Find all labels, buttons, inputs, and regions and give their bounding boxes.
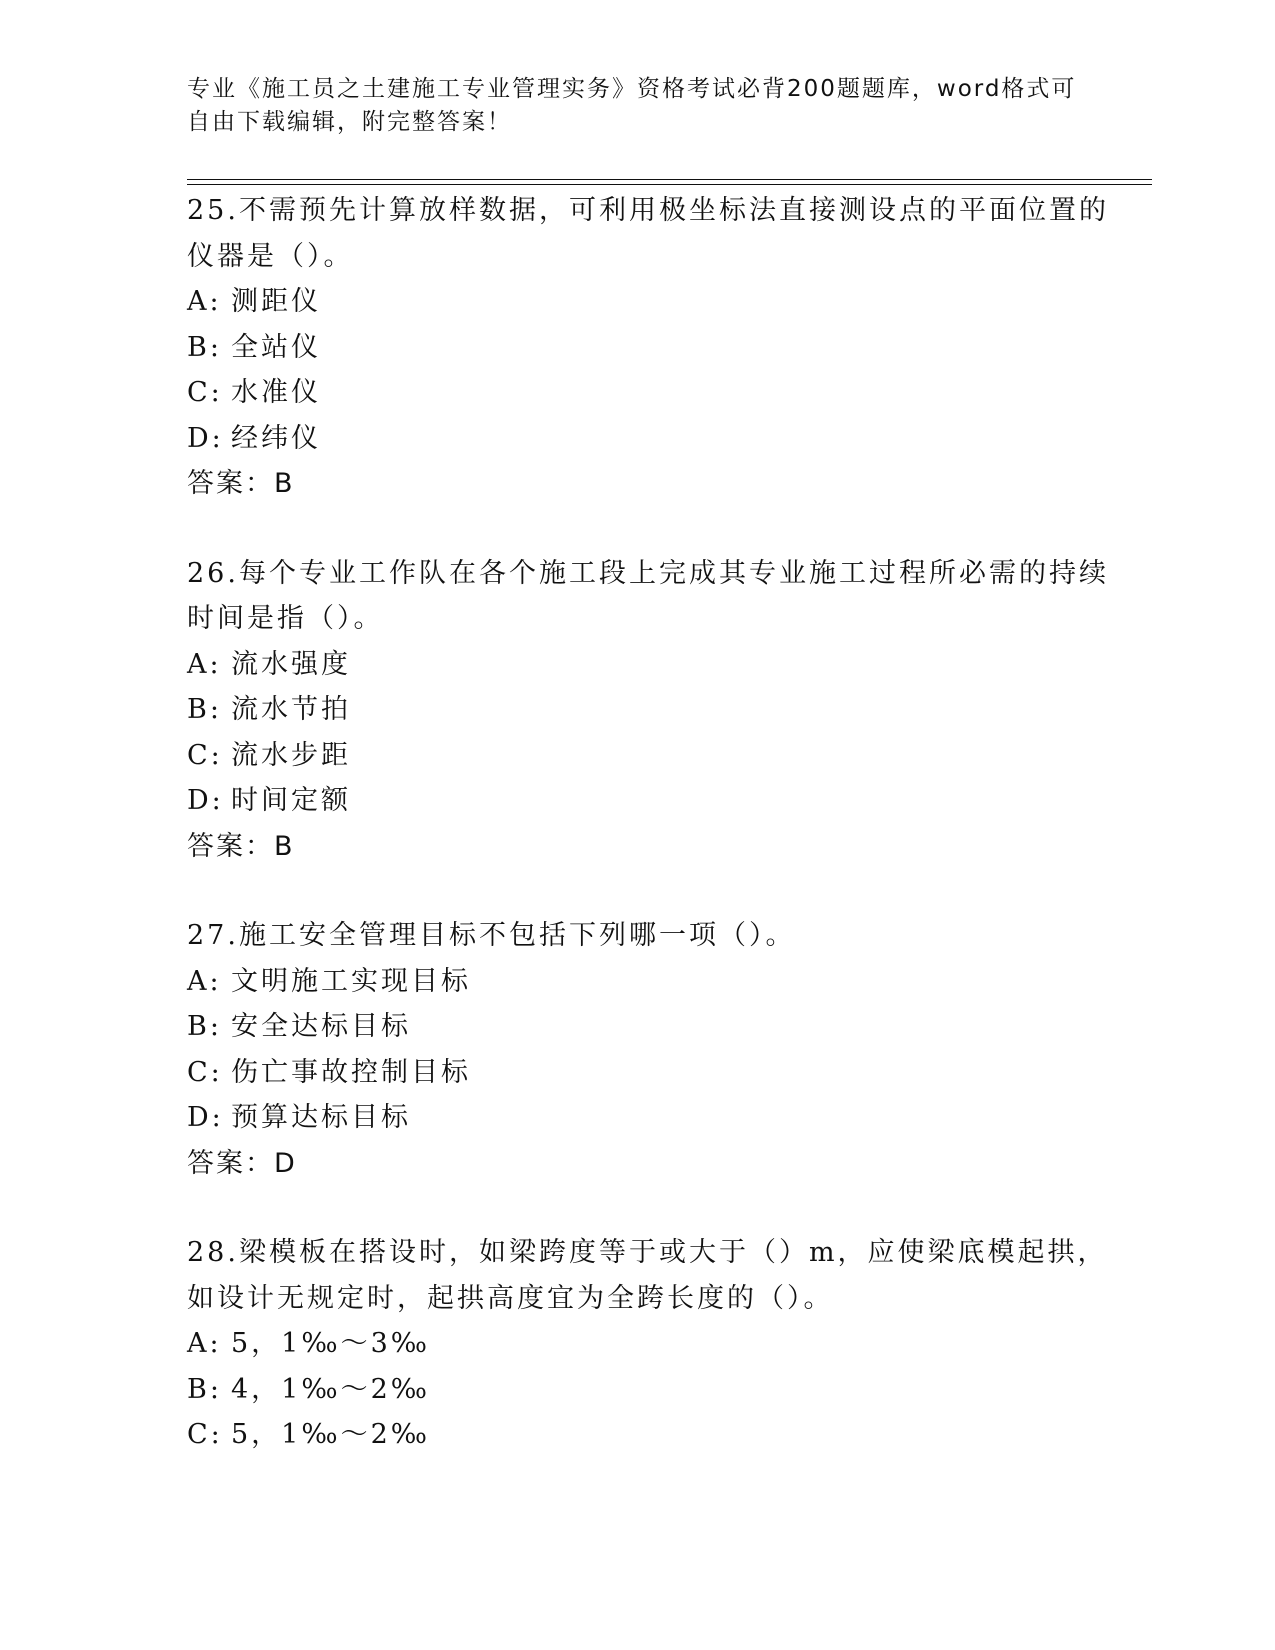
option-letter: A: (187, 965, 222, 997)
question-gap (187, 507, 1087, 551)
option-text: 4，1‰～2‰ (231, 1373, 430, 1405)
question-28 (187, 1230, 1108, 1458)
question-gap (187, 1186, 1087, 1230)
header-divider-bottom (187, 184, 1152, 185)
option-letter: D: (187, 422, 224, 454)
option-b (187, 1004, 1087, 1050)
question-stem (187, 188, 1109, 279)
option-a (187, 642, 1087, 688)
question-25 (187, 188, 1109, 507)
question-26 (187, 551, 1109, 870)
option-d (187, 778, 1087, 824)
option-text: 流水节拍 (231, 694, 351, 725)
answer-line: 答案：B (187, 830, 295, 862)
stem-line: 25.不需预先计算放样数据，可利用极坐标法直接测设点的平面位置的 (187, 195, 1109, 226)
option-text: 流水步距 (231, 739, 351, 771)
option-letter: B: (187, 331, 222, 363)
option-a (187, 1321, 1087, 1367)
option-letter: B: (187, 694, 222, 725)
option-text: 流水强度 (231, 648, 351, 680)
question-27 (187, 913, 1087, 1186)
option-b (187, 325, 1087, 371)
option-text: 预算达标目标 (231, 1102, 411, 1133)
option-text: 水准仪 (231, 377, 321, 408)
option-text: 文明施工实现目标 (231, 965, 471, 997)
option-a (187, 959, 1087, 1005)
option-text: 经纬仪 (231, 422, 321, 454)
question-stem (187, 913, 1087, 959)
header-divider-top (187, 179, 1152, 180)
stem-line: 时间是指（）。 (187, 603, 384, 634)
question-list (187, 188, 1109, 1458)
stem-line: 仪器是（）。 (187, 240, 354, 272)
question-stem (187, 1230, 1108, 1321)
option-text: 测距仪 (231, 286, 321, 317)
option-letter: B: (187, 1373, 222, 1405)
option-letter: C: (187, 1419, 223, 1450)
stem-line: 26.每个专业工作队在各个施工段上完成其专业施工过程所必需的持续 (187, 557, 1109, 589)
header-line-2: 自由下载编辑，附完整答案！ (187, 109, 512, 135)
option-letter: C: (187, 1056, 223, 1088)
option-d (187, 416, 1087, 462)
option-c (187, 1412, 1087, 1458)
option-letter: A: (187, 1328, 222, 1359)
option-text: 安全达标目标 (231, 1011, 411, 1042)
option-letter: A: (187, 286, 222, 317)
option-text: 时间定额 (231, 785, 351, 816)
option-a (187, 279, 1087, 325)
option-letter: C: (187, 739, 223, 771)
option-letter: B: (187, 1011, 222, 1042)
option-letter: A: (187, 648, 222, 680)
answer-line: 答案：B (187, 468, 295, 499)
stem-line: 28.梁模板在搭设时，如梁跨度等于或大于（）m，应使梁底模起拱， (187, 1237, 1108, 1268)
header-line-1: 专业《施工员之土建施工专业管理实务》资格考试必背200题题库，word格式可 (187, 76, 1077, 102)
option-text: 5，1‰～3‰ (231, 1328, 430, 1359)
option-text: 伤亡事故控制目标 (231, 1056, 471, 1088)
stem-line: 27.施工安全管理目标不包括下列哪一项（）。 (187, 920, 796, 951)
option-b (187, 1367, 1087, 1413)
option-text: 5，1‰～2‰ (231, 1419, 430, 1450)
option-c (187, 370, 1087, 416)
option-c (187, 733, 1087, 779)
question-stem (187, 551, 1109, 642)
answer-line: 答案：D (187, 1147, 297, 1179)
option-letter: D: (187, 785, 224, 816)
question-gap (187, 869, 1087, 913)
option-letter: C: (187, 377, 223, 408)
option-letter: D: (187, 1102, 224, 1133)
document-header (187, 73, 1087, 139)
stem-line: 如设计无规定时，起拱高度宜为全跨长度的（）。 (187, 1282, 834, 1314)
option-c (187, 1050, 1087, 1096)
option-text: 全站仪 (231, 331, 321, 363)
option-d (187, 1095, 1087, 1141)
option-b (187, 687, 1087, 733)
